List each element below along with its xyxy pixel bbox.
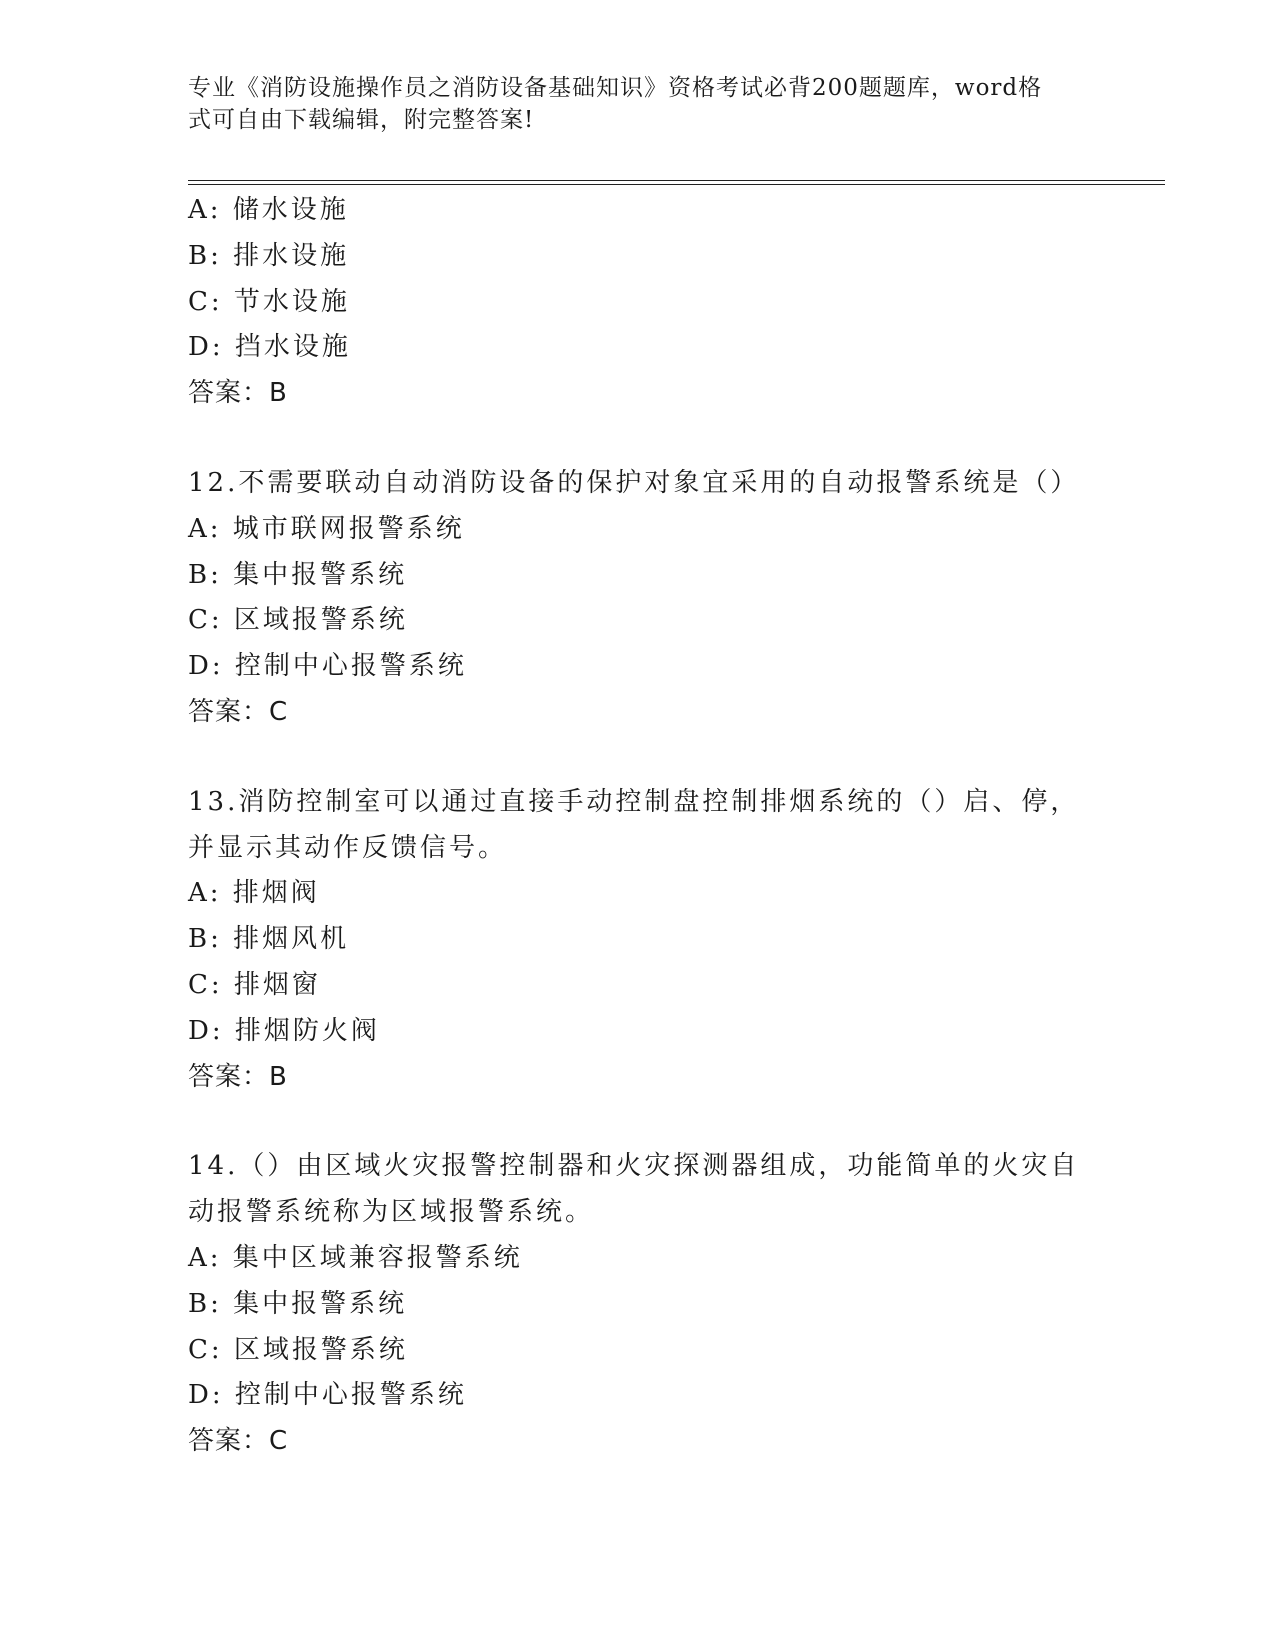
option-c: C: 区域报警系统	[188, 1334, 408, 1365]
answer-line: 答案：B	[188, 1061, 288, 1092]
question-block-14	[188, 1144, 1108, 1465]
option-a: A: 排烟阀	[188, 878, 320, 909]
option-b: B: 集中报警系统	[188, 559, 408, 590]
option-c: C: 节水设施	[188, 286, 350, 317]
header-rule-bottom	[188, 184, 1165, 185]
option-a: A: 城市联网报警系统	[188, 513, 465, 544]
question-stem-line-1: 12.不需要联动自动消防设备的保护对象宜采用的自动报警系统是（）	[188, 467, 1080, 498]
option-d: D: 挡水设施	[188, 332, 351, 363]
answer-line: 答案：C	[188, 696, 289, 727]
question-stem-line-2: 并显示其动作反馈信号。	[188, 832, 508, 863]
option-d: D: 控制中心报警系统	[188, 1380, 467, 1411]
question-stem-line-1: 13.消防控制室可以通过直接手动控制盘控制排烟系统的（）启、停，	[188, 786, 1080, 817]
question-block-partial	[188, 188, 1108, 417]
document-header	[188, 72, 1078, 136]
answer-line: 答案：B	[188, 378, 288, 409]
option-d: D: 控制中心报警系统	[188, 651, 467, 682]
option-d: D: 排烟防火阀	[188, 1015, 380, 1046]
option-c: C: 区域报警系统	[188, 605, 408, 636]
option-c: C: 排烟窗	[188, 969, 321, 1000]
question-stem-line-1: 14.（）由区域火灾报警控制器和火灾探测器组成，功能简单的火灾自	[188, 1151, 1080, 1182]
option-b: B: 排烟风机	[188, 924, 350, 955]
document-body	[188, 188, 1108, 1465]
header-line-1: 专业《消防设施操作员之消防设备基础知识》资格考试必背200题题库，word格	[188, 75, 1043, 101]
option-a: A: 储水设施	[188, 195, 349, 225]
option-b: B: 集中报警系统	[188, 1288, 408, 1319]
question-block-12	[188, 461, 1108, 736]
header-rule-top	[188, 180, 1165, 181]
question-block-13	[188, 780, 1108, 1101]
option-b: B: 排水设施	[188, 240, 350, 271]
answer-line: 答案：C	[188, 1426, 289, 1457]
question-stem-line-2: 动报警系统称为区域报警系统。	[188, 1197, 595, 1228]
header-line-2: 式可自由下载编辑，附完整答案!	[188, 107, 535, 133]
option-a: A: 集中区域兼容报警系统	[188, 1242, 523, 1273]
